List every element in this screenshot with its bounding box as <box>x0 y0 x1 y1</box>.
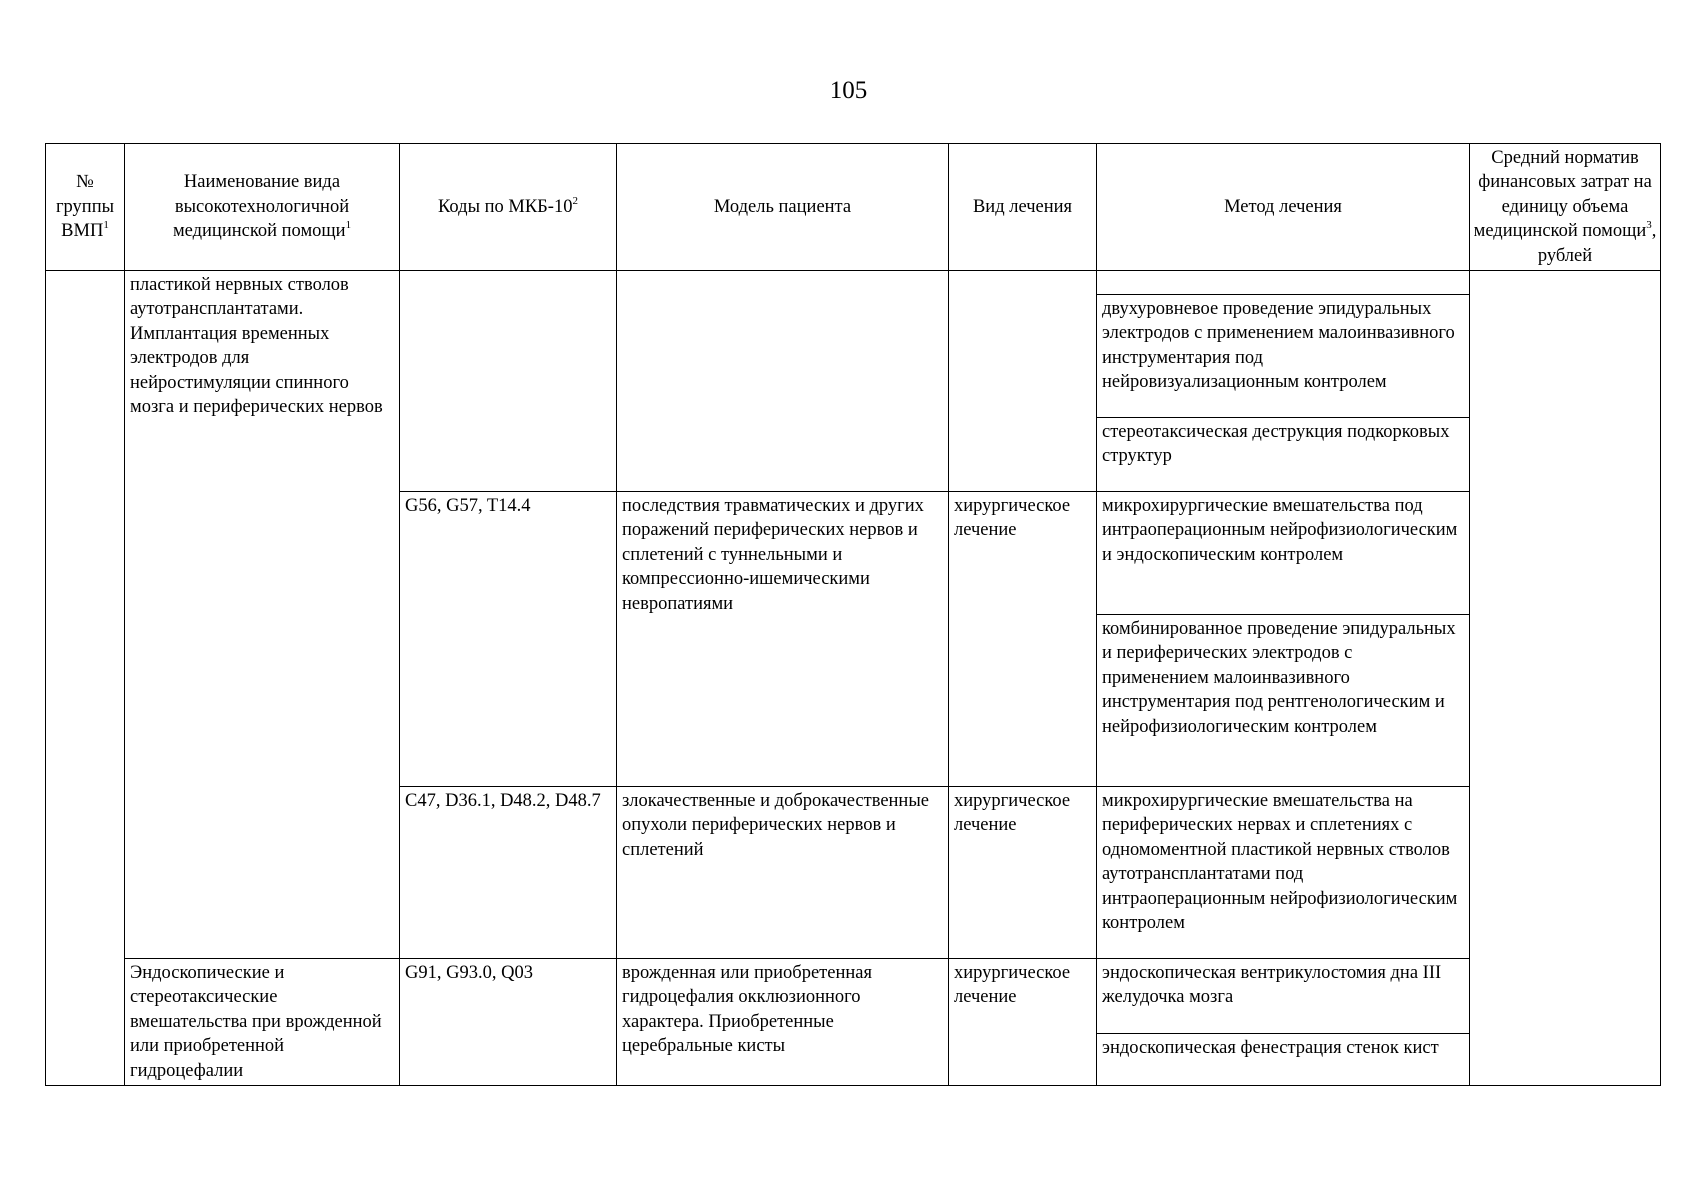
cell-treatment-type: хирургическое лечение <box>949 787 1097 959</box>
cell-method: комбинированное проведение эпидуральных и периферических электродов с применением малоинвазивного инструментария под рентгенологическим и нейрофизиологическим контролем <box>1097 615 1470 787</box>
cell-method: двухуровневое проведение эпидуральных электродов с применением малоинвазивного инструментария под нейровизуализационным контролем <box>1097 295 1470 418</box>
cell-method: микрохирургические вмешательства под интраоперационным нейрофизиологическим и эндоскопическим контролем <box>1097 492 1470 615</box>
cell-treatment-type: хирургическое лечение <box>949 492 1097 787</box>
header-treatment-type: Вид лечения <box>949 144 1097 271</box>
vmp-table <box>45 143 1661 1086</box>
table-header-row <box>46 144 1661 271</box>
cell-patient-model: последствия травматических и других поражений периферических нервов и сплетений с туннельными и компрессионно-ишемическими невропатиями <box>617 492 949 787</box>
table-row <box>46 959 1661 1034</box>
cell-patient-model: злокачественные и доброкачественные опухоли периферических нервов и сплетений <box>617 787 949 959</box>
cell-patient-model: врожденная или приобретенная гидроцефалия окклюзионного характера. Приобретенные церебральные кисты <box>617 959 949 1086</box>
cell-method: микрохирургические вмешательства на периферических нервах и сплетениях с одномоментной пластикой нервных стволов аутотрансплантатами под интраоперационным нейрофизиологическим контролем <box>1097 787 1470 959</box>
cell-vmp-name: Эндоскопические и стереотаксические вмешательства при врожденной или приобретенной гидроцефалии <box>125 959 400 1086</box>
cell-group-no <box>46 271 125 1086</box>
cell-treatment-empty <box>949 271 1097 492</box>
header-icd-codes: Коды по МКБ-$10^2$ <box>400 144 617 271</box>
cell-model-empty <box>617 271 949 492</box>
cell-codes-empty <box>400 271 617 492</box>
cell-cost-norm <box>1470 271 1661 1086</box>
cell-codes: G91, G93.0, Q03 <box>400 959 617 1086</box>
header-vmp-name: Наименование вида высокотехнологичной медицинской помощи$^1$ <box>125 144 400 271</box>
header-cost-norm: Средний норматив финансовых затрат на единицу объема медицинской помощи$^3$, рублей <box>1470 144 1661 271</box>
cell-vmp-name-continued: пластикой нервных стволов аутотрансплантатами. Имплантация временных электродов для нейростимуляции спинного мозга и периферических нервов <box>125 271 400 959</box>
cell-method: стереотаксическая деструкция подкорковых структур <box>1097 418 1470 492</box>
cell-method: эндоскопическая вентрикулостомия дна III желудочка мозга <box>1097 959 1470 1034</box>
header-group-no: № группы ВМП$^1$ <box>46 144 125 271</box>
cell-method-empty <box>1097 271 1470 295</box>
header-patient-model: Модель пациента <box>617 144 949 271</box>
header-treatment-method: Метод лечения <box>1097 144 1470 271</box>
cell-codes: G56, G57, T14.4 <box>400 492 617 787</box>
cell-codes: C47, D36.1, D48.2, D48.7 <box>400 787 617 959</box>
table-row <box>46 271 1661 295</box>
page-number: 105 <box>829 77 868 104</box>
cell-treatment-type: хирургическое лечение <box>949 959 1097 1086</box>
cell-method: эндоскопическая фенестрация стенок кист <box>1097 1034 1470 1086</box>
